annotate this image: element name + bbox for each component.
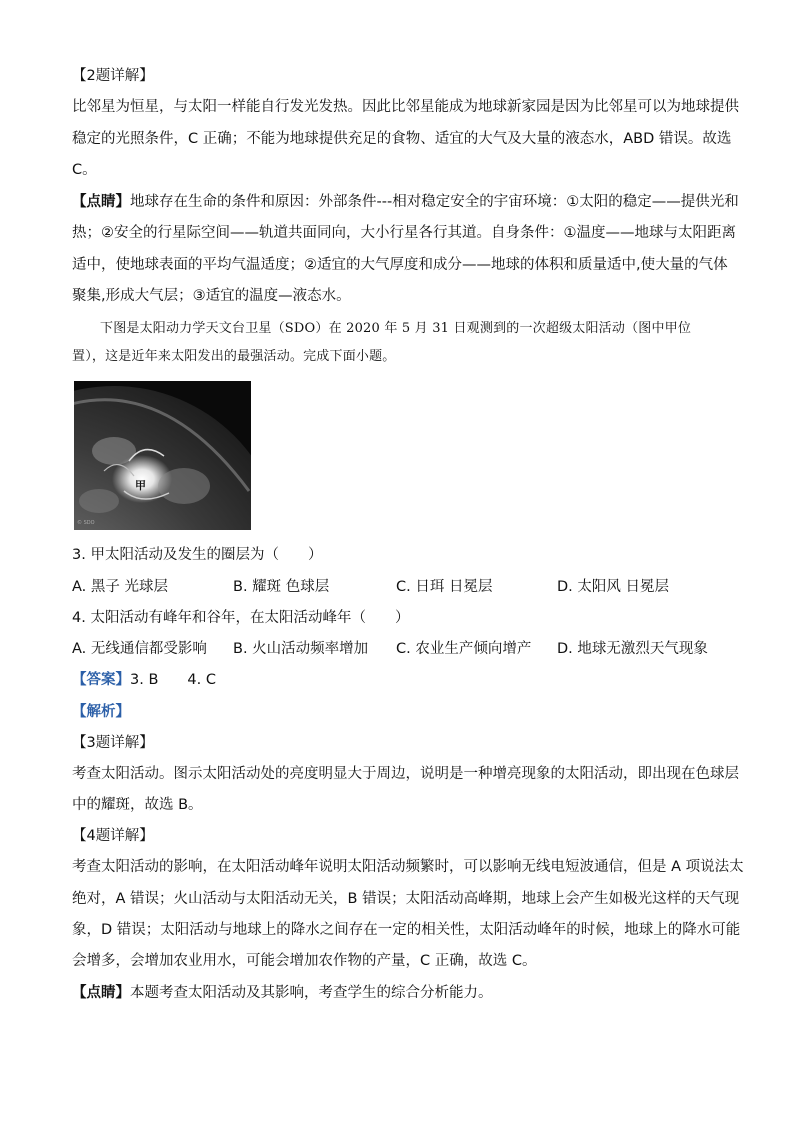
solar-activity-image	[74, 381, 251, 530]
q4-detail-line-1: 考查太阳活动的影响，在太阳活动峰年说明太阳活动频繁时，可以影响无线电短波通信，但是 A 项说法太	[72, 859, 744, 875]
q3-detail-line-2: 中的耀斑，故选 B。	[72, 797, 203, 813]
dianjing-1-text: 地球存在生命的条件和原因：外部条件---相对稳定安全的宇宙环境：①太阳的稳定——提供光和	[130, 194, 739, 210]
answer-line	[72, 670, 216, 690]
material-intro-line-2: 置），这是近年来太阳发出的最强活动。完成下面小题。	[72, 349, 396, 364]
q3-option-b: B. 耀斑 色球层	[233, 579, 330, 595]
jiexi-label: 【解析】	[72, 704, 130, 720]
dianjing-1-line-1	[72, 192, 739, 212]
image-label-jia: 甲	[135, 479, 146, 492]
q2-paragraph-line-2: 稳定的光照条件，C 正确；不能为地球提供充足的食物、适宜的大气及大量的液态水，ABD 错误。故选	[72, 131, 732, 147]
dianjing-1-line-3: 适中，使地球表面的平均气温适度；②适宜的大气厚度和成分——地球的体积和质量适中,使大量的气体	[72, 257, 728, 273]
answer-label: 【答案】	[72, 672, 130, 688]
q4-option-d: D. 地球无激烈天气现象	[557, 641, 708, 657]
sun-limb-graphic	[74, 381, 251, 530]
q4-detail-header: 【4题详解】	[72, 828, 154, 844]
question-3-stem: 3. 甲太阳活动及发生的圈层为（ ）	[72, 547, 323, 563]
q3-option-a: A. 黑子 光球层	[72, 579, 168, 595]
dianjing-2-line	[72, 983, 493, 1003]
q3-option-c: C. 日珥 日冕层	[396, 579, 493, 595]
q4-detail-line-4: 会增多，会增加农业用水，可能会增加农作物的产量，C 正确，故选 C。	[72, 953, 537, 969]
q2-header: 【2题详解】	[72, 68, 154, 84]
q4-option-c: C. 农业生产倾向增产	[396, 641, 532, 657]
material-intro-line-1: 下图是太阳动力学天文台卫星（SDO）在 2020 年 5 月 31 日观测到的一次超级太阳活动（图中甲位	[100, 321, 692, 336]
q3-detail-header: 【3题详解】	[72, 735, 154, 751]
answer-text: 3. B 4. C	[130, 672, 216, 688]
q2-paragraph-line-3: C。	[72, 162, 97, 178]
dianjing-2-text: 本题考查太阳活动及其影响，考查学生的综合分析能力。	[130, 985, 493, 1001]
q4-option-a: A. 无线通信都受影响	[72, 641, 207, 657]
dianjing-1-line-4: 聚集,形成大气层；③适宜的温度—液态水。	[72, 288, 351, 304]
q4-detail-line-2: 绝对，A 错误；火山活动与太阳活动无关，B 错误；太阳活动高峰期，地球上会产生如极光这样的天气现	[72, 891, 740, 907]
q3-detail-line-1: 考查太阳活动。图示太阳活动处的亮度明显大于周边，说明是一种增亮现象的太阳活动，即出现在色球层	[72, 766, 739, 782]
q2-paragraph-line-1: 比邻星为恒星，与太阳一样能自行发光发热。因此比邻星能成为地球新家园是因为比邻星可以为地球提供	[72, 99, 739, 115]
question-4-stem: 4. 太阳活动有峰年和谷年，在太阳活动峰年（ ）	[72, 610, 410, 626]
dianjing-2-label: 【点睛】	[72, 985, 130, 1001]
q4-option-b: B. 火山活动频率增加	[233, 641, 369, 657]
dianjing-1-label: 【点睛】	[72, 194, 130, 210]
image-corner-mark: © SDO	[77, 520, 95, 526]
q3-option-d: D. 太阳风 日冕层	[557, 579, 669, 595]
q4-detail-line-3: 象，D 错误；太阳活动与地球上的降水之间存在一定的相关性，太阳活动峰年的时候，地球上的降水可能	[72, 922, 741, 938]
dianjing-1-line-2: 热；②安全的行星际空间——轨道共面同向，大小行星各行其道。自身条件：①温度——地球与太阳距离	[72, 225, 736, 241]
